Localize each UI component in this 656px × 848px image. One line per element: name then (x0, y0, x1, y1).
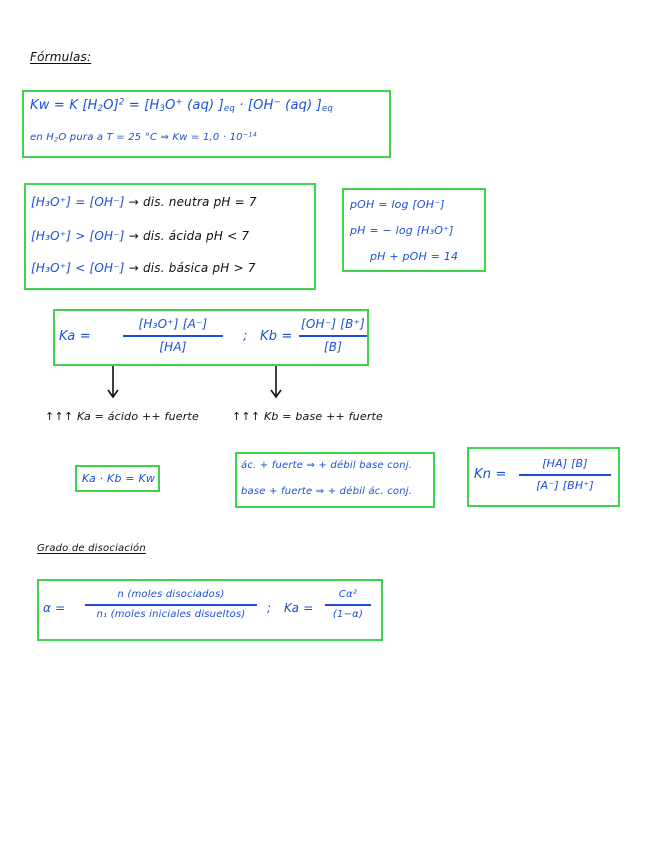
alpha-box (37, 579, 383, 641)
ka-numerator: [H₃O⁺] [A⁻] (138, 317, 208, 331)
down-arrow-icon (269, 366, 283, 400)
acid-conjugate-rule: ác. + fuerte ⇒ + débil base conj. (241, 460, 413, 471)
ka-kb-kw-box (75, 465, 160, 492)
alpha-ka-label: Ka = (284, 601, 314, 615)
kw-value: en $H_2O$ pura a T = 25 °C ⇒ $Kw = 1,0 \cdot 10^{-14}$ (30, 130, 258, 144)
alpha-separator: ; (267, 601, 272, 615)
ka-kb-box (53, 309, 369, 366)
ph-formula: pH = − log [H₃O⁺] (350, 224, 454, 237)
kn-box (467, 447, 620, 507)
kn-fraction (519, 457, 611, 492)
alpha-fraction-bar (85, 604, 257, 606)
ka-strength-note: ↑↑↑ Ka = ácido ++ fuerte (45, 410, 199, 423)
ph-box (342, 188, 486, 272)
kw-definition: Kw = K $[H_2O]^2 = [H_3O^+$ (aq) ]$_{eq} \cdot [OH^-$ (aq) ]$_{eq}$ (30, 96, 333, 114)
kb-strength-note: ↑↑↑ Kb = base ++ fuerte (232, 410, 384, 423)
base-conjugate-rule: base + fuerte ⇒ + débil ác. conj. (241, 486, 413, 497)
down-arrow-icon (106, 366, 120, 400)
ka-kb-kw-relation: Ka · Kb = Kw (82, 472, 156, 485)
alpha-ka-denominator: (1−α) (332, 608, 364, 620)
kb-denominator: [B] (323, 339, 343, 354)
ph-poh-sum: pH + pOH = 14 (370, 250, 459, 263)
alpha-ka-fraction-bar (325, 604, 371, 606)
ka-label: Ka = (59, 329, 91, 344)
ka-denominator: [HA] (159, 339, 187, 354)
kb-label: Kb = (260, 329, 293, 344)
neutral-row: [H₃O⁺] = [OH⁻] → dis. neutra pH = 7 (31, 195, 257, 209)
poh-formula: pOH = log [OH⁻] (350, 198, 445, 211)
kn-numerator: [HA] [B] (542, 457, 588, 470)
kn-label: Kn = (474, 467, 507, 482)
alpha-numerator: n (moles disociados) (117, 589, 225, 600)
degree-heading: Grado de disociación (37, 543, 146, 554)
neutrality-box (24, 183, 316, 290)
basic-row: [H₃O⁺] < [OH⁻] → dis. básica pH > 7 (31, 261, 256, 275)
ka-kb-separator: ; (243, 329, 248, 344)
formulas-heading: Fórmulas: (30, 50, 92, 64)
alpha-ka-numerator: Cα² (338, 589, 358, 600)
kn-fraction-bar (519, 474, 611, 476)
ka-fraction (123, 317, 223, 354)
kb-fraction-bar (299, 335, 367, 337)
alpha-ka-fraction (325, 589, 371, 620)
alpha-label: α = (43, 601, 66, 615)
kb-fraction (299, 317, 367, 354)
kb-numerator: [OH⁻] [B⁺] (301, 317, 365, 331)
conjugate-box (235, 452, 435, 508)
alpha-fraction (85, 589, 257, 620)
ka-fraction-bar (123, 335, 223, 337)
alpha-denominator: n₁ (moles iniciales disueltos) (96, 608, 246, 620)
kn-denominator: [A⁻] [BH⁺] (536, 478, 594, 492)
kw-box (22, 90, 391, 158)
acid-row: [H₃O⁺] > [OH⁻] → dis. ácida pH < 7 (31, 229, 250, 243)
